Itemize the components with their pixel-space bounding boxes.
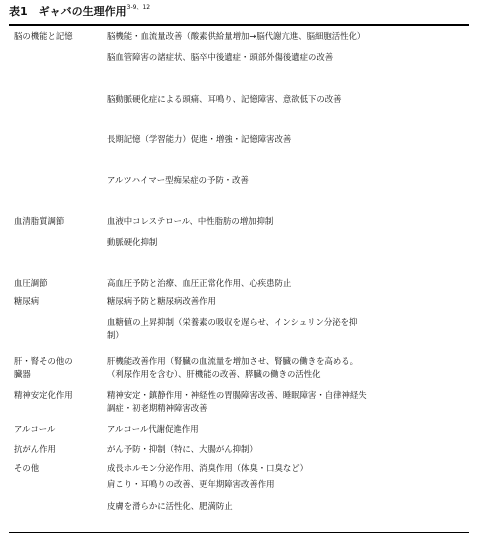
effect-line: 肝機能改善作用（腎臓の血流量を増加させ、腎臓の働きを高める。 [107,356,358,366]
effect-line: 脳血管障害の諸症状、脳卒中後遺症・頭部外傷後遺症の改善 [107,52,334,62]
category-serum-lipid: 血清脂質調節 [14,216,65,226]
effect-line: 調症・初老期精神障害改善 [107,403,208,413]
effect-line: 高血圧予防と治療、血圧正常化作用、心疾患防止 [107,278,292,288]
category-alcohol: アルコール [14,424,56,434]
category-anticancer: 抗がん作用 [14,444,56,454]
effect-line: 脳機能・血流量改善（酸素供給量増加→脳代謝亢進、脳細胞活性化） [107,31,366,41]
effect-line: 動脈硬化抑制 [107,237,158,247]
effect-line: 長期記憶（学習能力）促進・増強・記憶障害改善 [107,134,292,144]
effect-line: 血糖値の上昇抑制（栄養素の吸収を遅らせ、インシュリン分泌を抑 [107,317,358,327]
effect-line: 制） [107,330,124,340]
table-title-references: 3-9、12 [126,4,151,11]
table-title-text: 表1 ギャバの生理作用 [9,5,127,18]
category-mental-stability: 精神安定化作用 [14,390,73,400]
category-brain-memory: 脳の機能と記憶 [14,31,73,41]
effect-line: 精神安定・鎮静作用・神経性の胃腸障害改善、睡眠障害・自律神経失 [107,390,367,400]
effect-line: 脳動脈硬化症による頭痛、耳鳴り、記憶障害、意欲低下の改善 [107,94,342,104]
effect-line: （利尿作用を含む）、肝機能の改善、膵臓の働きの活性化 [107,369,321,379]
bottom-rule [9,532,469,533]
effect-line: 皮膚を滑らかに活性化、肥満防止 [107,501,233,511]
effect-line: 成長ホルモン分泌作用、消臭作用（体臭・口臭など） [107,463,308,473]
category-liver-kidney-cont: 臓器 [14,369,31,379]
effect-line: がん予防・抑制（特に、大腸がん抑制） [107,444,258,454]
top-rule [9,24,469,26]
category-liver-kidney: 肝・腎その他の [14,356,73,366]
category-blood-pressure: 血圧調節 [14,278,48,288]
effect-line: アルコール代謝促進作用 [107,424,199,434]
category-diabetes: 糖尿病 [14,296,40,306]
category-other: その他 [14,463,40,473]
effect-line: 糖尿病予防と糖尿病改善作用 [107,296,216,306]
effect-line: 血液中コレステロール、中性脂肪の増加抑制 [107,216,274,226]
table-title [9,2,150,19]
effect-line: アルツハイマー型痴呆症の予防・改善 [107,175,249,185]
effect-line: 肩こり・耳鳴りの改善、更年期障害改善作用 [107,479,275,489]
